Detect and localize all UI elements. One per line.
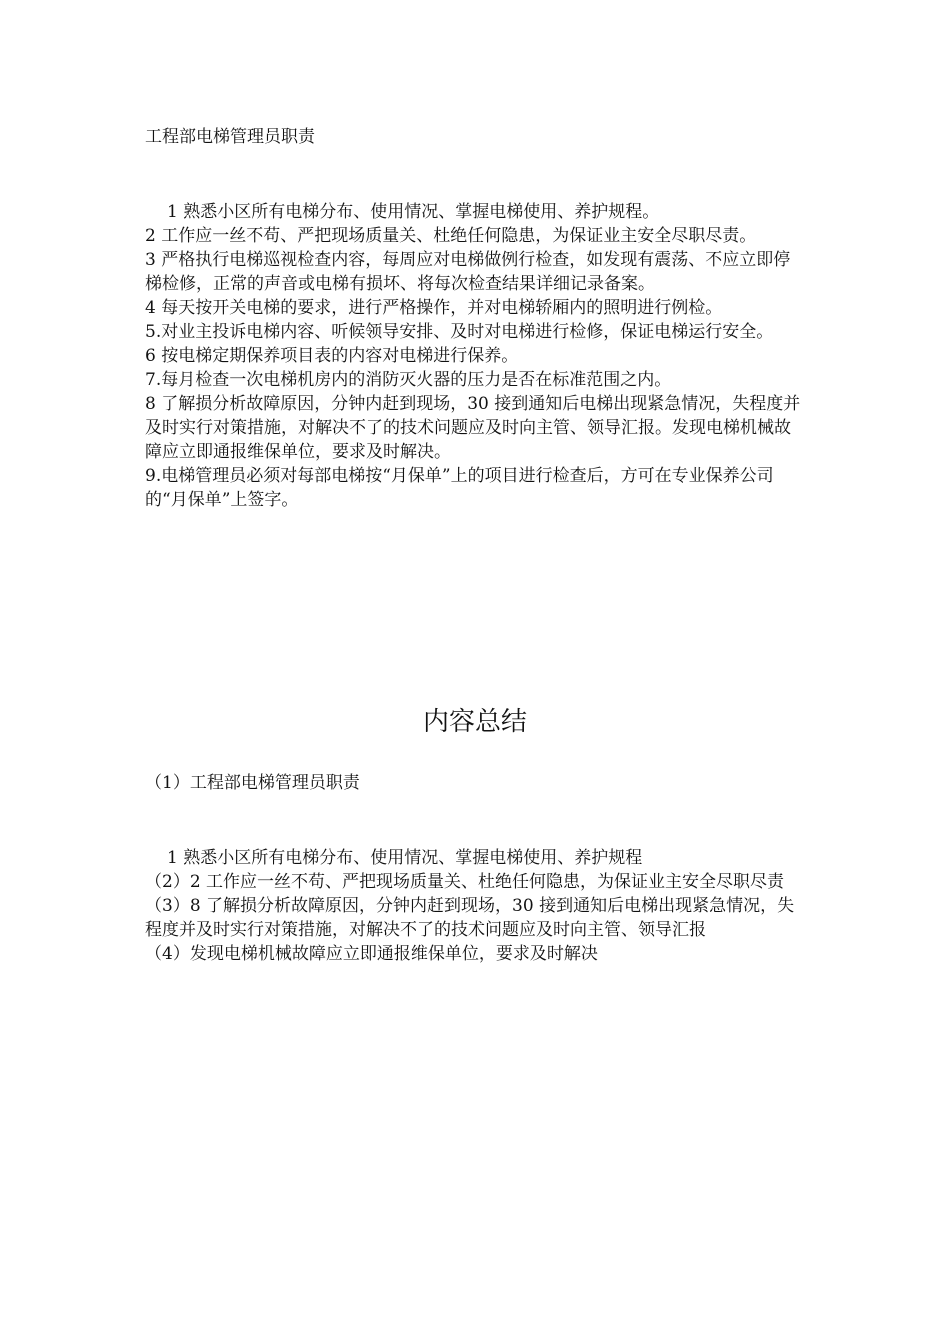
duty-list — [145, 200, 805, 512]
duty-item-6: 6 按电梯定期保养项目表的内容对电梯进行保养。 — [145, 346, 519, 366]
summary-item-1: 1 熟悉小区所有电梯分布、使用情况、掌握电梯使用、养护规程 — [167, 848, 643, 868]
summary-item-3: （3）8 了解损分析故障原因，分钟内赶到现场，30 接到通知后电梯出现紧急情况，失程度并及时实行对策措施，对解决不了的技术问题应及时向主管、领导汇报 — [145, 896, 795, 940]
duty-item-5: 5.对业主投诉电梯内容、听候领导安排、及时对电梯进行检修，保证电梯运行安全。 — [145, 322, 774, 342]
duty-item-1: 1 熟悉小区所有电梯分布、使用情况、掌握电梯使用、养护规程。 — [167, 202, 660, 222]
summary-list — [145, 846, 805, 966]
summary-title: （1）工程部电梯管理员职责 — [145, 773, 360, 793]
summary-heading: 内容总结 — [422, 707, 527, 737]
duty-item-7: 7.每月检查一次电梯机房内的消防灭火器的压力是否在标准范围之内。 — [145, 370, 672, 390]
document-title: 工程部电梯管理员职责 — [145, 127, 315, 147]
duty-item-3: 3 严格执行电梯巡视检查内容，每周应对电梯做例行检查，如发现有震荡、不应立即停梯检修，正常的声音或电梯有损坏、将每次检查结果详细记录备案。 — [145, 250, 791, 294]
duty-item-9: 9.电梯管理员必须对每部电梯按“月保单”上的项目进行检查后，方可在专业保养公司的“月保单”上签字。 — [145, 466, 774, 510]
summary-item-2: （2）2 工作应一丝不苟、严把现场质量关、杜绝任何隐患，为保证业主安全尽职尽责 — [145, 872, 785, 892]
duty-item-8: 8 了解损分析故障原因，分钟内赶到现场，30 接到通知后电梯出现紧急情况，失程度并及时实行对策措施，对解决不了的技术问题应及时向主管、领导汇报。发现电梯机械故障应立即通报维保单位，要求及时解决。 — [145, 394, 801, 462]
summary-item-4: （4）发现电梯机械故障应立即通报维保单位，要求及时解决 — [145, 944, 598, 964]
duty-item-2: 2 工作应一丝不苟、严把现场质量关、杜绝任何隐患，为保证业主安全尽职尽责。 — [145, 226, 757, 246]
duty-item-4: 4 每天按开关电梯的要求，进行严格操作，并对电梯轿厢内的照明进行例检。 — [145, 298, 723, 318]
